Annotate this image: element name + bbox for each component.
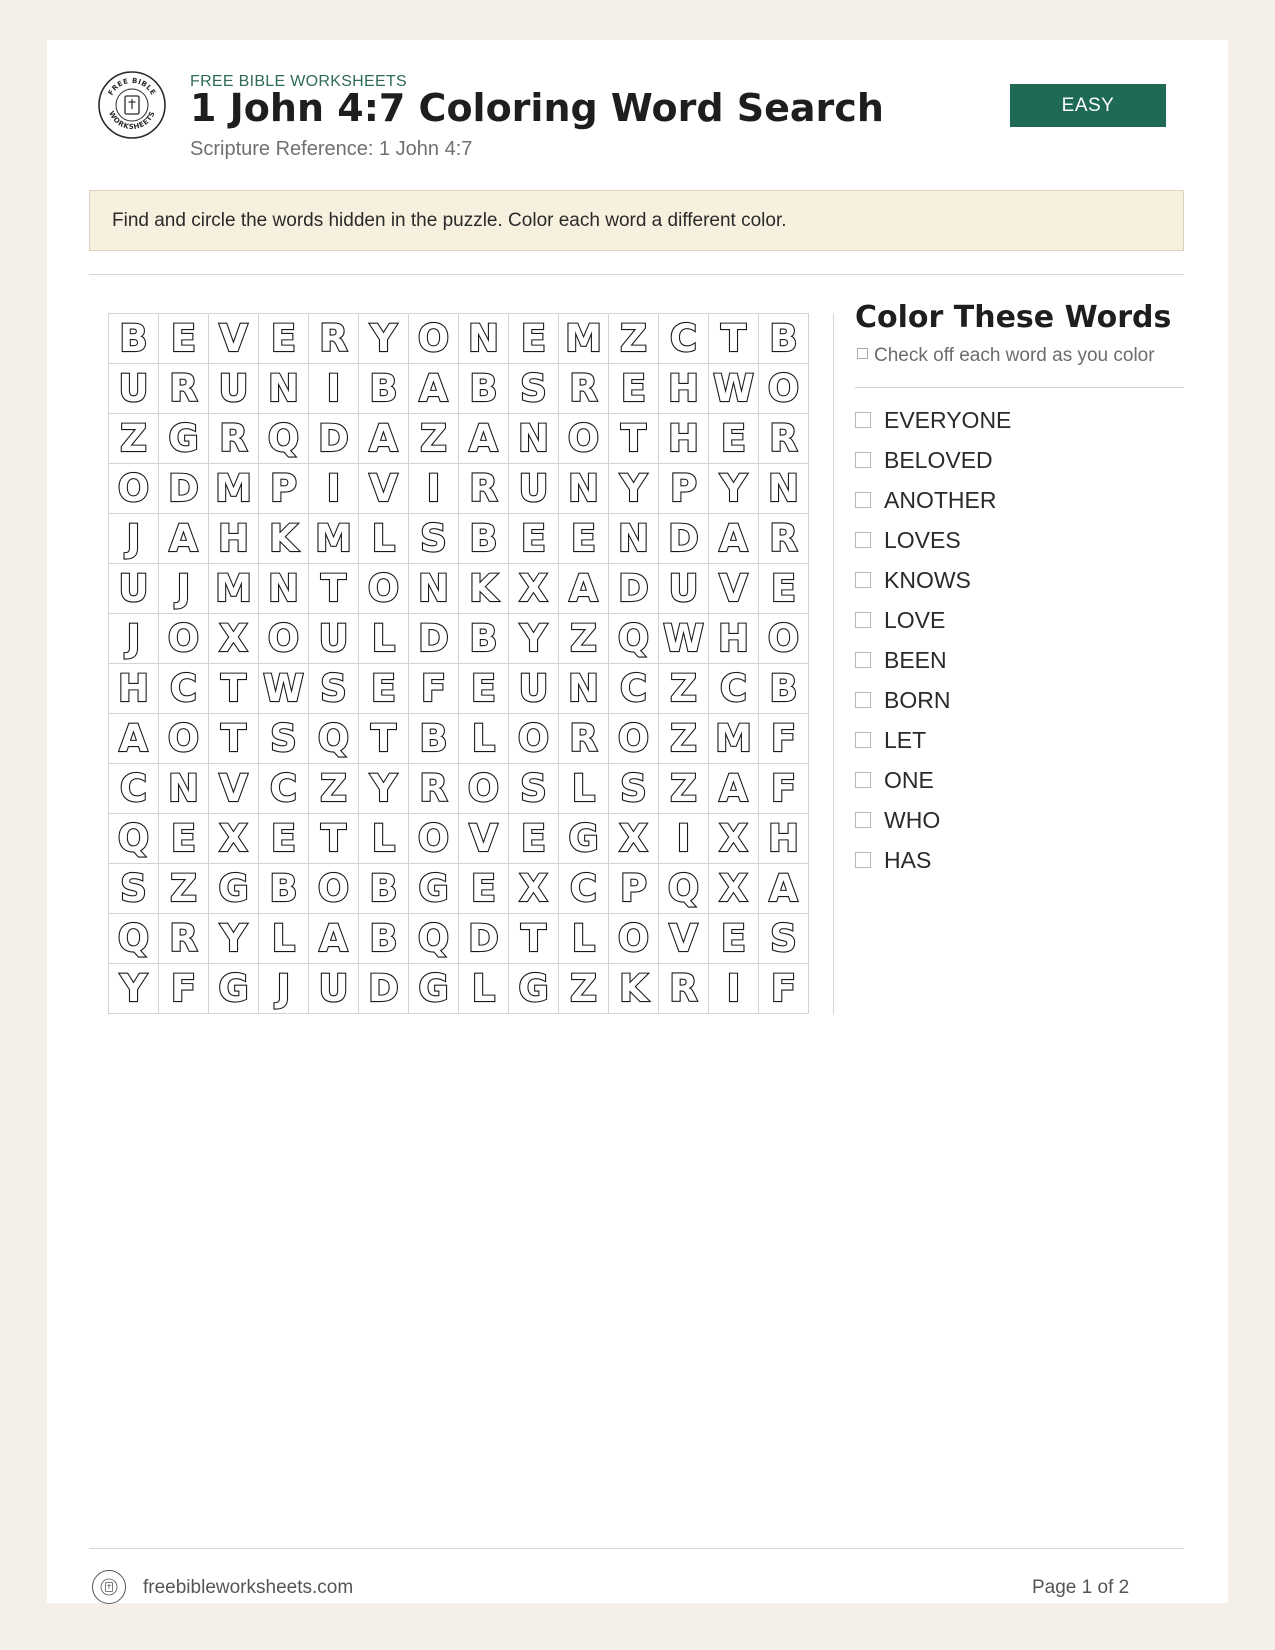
brand-label: FREE BIBLE WORKSHEETS — [190, 73, 408, 90]
grid-cell[interactable]: A — [359, 414, 409, 464]
grid-cell[interactable]: G — [209, 964, 259, 1014]
grid-cell[interactable]: A — [459, 414, 509, 464]
grid-cell[interactable]: L — [559, 764, 609, 814]
word-checkbox[interactable] — [855, 492, 871, 508]
word-list-item — [855, 400, 1011, 440]
grid-cell[interactable]: U — [659, 564, 709, 614]
grid-cell[interactable]: M — [559, 314, 609, 364]
grid-cell[interactable]: E — [359, 664, 409, 714]
word-checkbox[interactable] — [855, 572, 871, 588]
word-checkbox[interactable] — [855, 612, 871, 628]
footer-logo-icon — [91, 1569, 127, 1605]
word-list-item — [855, 440, 1011, 480]
grid-row — [109, 764, 809, 814]
word-label: ONE — [884, 766, 934, 793]
grid-cell[interactable]: P — [259, 464, 309, 514]
grid-cell[interactable]: Z — [559, 964, 609, 1014]
grid-cell[interactable]: C — [709, 664, 759, 714]
word-checkbox[interactable] — [855, 692, 871, 708]
grid-cell[interactable]: B — [459, 514, 509, 564]
grid-cell[interactable]: C — [609, 664, 659, 714]
grid-cell[interactable]: G — [409, 964, 459, 1014]
word-checkbox[interactable] — [855, 852, 871, 868]
grid-cell[interactable]: R — [759, 414, 809, 464]
grid-cell[interactable]: A — [109, 714, 159, 764]
word-checkbox[interactable] — [855, 452, 871, 468]
page-number: Page 1 of 2 — [1032, 1577, 1130, 1598]
grid-cell[interactable]: R — [309, 314, 359, 364]
grid-cell[interactable]: U — [509, 664, 559, 714]
grid-cell[interactable]: K — [259, 514, 309, 564]
word-label: ANOTHER — [884, 486, 997, 513]
grid-cell[interactable]: U — [109, 564, 159, 614]
grid-cell[interactable]: O — [409, 814, 459, 864]
grid-cell[interactable]: O — [159, 614, 209, 664]
grid-cell[interactable]: I — [309, 464, 359, 514]
grid-row — [109, 664, 809, 714]
grid-cell[interactable]: Q — [259, 414, 309, 464]
grid-cell[interactable]: O — [109, 464, 159, 514]
grid-cell[interactable]: D — [359, 964, 409, 1014]
grid-cell[interactable]: A — [159, 514, 209, 564]
grid-cell[interactable]: P — [659, 464, 709, 514]
grid-cell[interactable]: J — [109, 514, 159, 564]
grid-row — [109, 714, 809, 764]
grid-cell[interactable]: T — [359, 714, 409, 764]
grid-cell[interactable]: T — [209, 714, 259, 764]
grid-cell[interactable]: O — [459, 764, 509, 814]
grid-cell[interactable]: E — [709, 914, 759, 964]
grid-cell[interactable]: V — [209, 314, 259, 364]
word-label: BORN — [884, 686, 951, 713]
grid-cell[interactable]: Y — [509, 614, 559, 664]
grid-cell[interactable]: V — [359, 464, 409, 514]
word-list-item — [855, 760, 1011, 800]
grid-cell[interactable]: H — [659, 414, 709, 464]
grid-cell[interactable]: E — [759, 564, 809, 614]
grid-cell[interactable]: T — [709, 314, 759, 364]
grid-cell[interactable]: S — [259, 714, 309, 764]
grid-cell[interactable]: L — [359, 614, 409, 664]
grid-cell[interactable]: F — [759, 714, 809, 764]
grid-cell[interactable]: L — [359, 514, 409, 564]
grid-cell[interactable]: H — [109, 664, 159, 714]
word-label: WHO — [884, 806, 941, 833]
word-checkbox[interactable] — [855, 652, 871, 668]
grid-cell[interactable]: H — [209, 514, 259, 564]
grid-cell[interactable]: X — [709, 864, 759, 914]
grid-cell[interactable]: I — [659, 814, 709, 864]
grid-cell[interactable]: E — [259, 814, 309, 864]
grid-cell[interactable]: G — [409, 864, 459, 914]
grid-cell[interactable]: S — [509, 364, 559, 414]
grid-cell[interactable]: Q — [109, 814, 159, 864]
grid-cell[interactable]: Q — [659, 864, 709, 914]
grid-row — [109, 464, 809, 514]
grid-cell[interactable]: U — [109, 364, 159, 414]
grid-cell[interactable]: N — [459, 314, 509, 364]
scripture-reference: Scripture Reference: 1 John 4:7 — [190, 138, 473, 160]
grid-cell[interactable]: I — [409, 464, 459, 514]
grid-cell[interactable]: O — [759, 364, 809, 414]
grid-cell[interactable]: Z — [659, 714, 709, 764]
grid-cell[interactable]: D — [159, 464, 209, 514]
word-list — [855, 400, 1011, 880]
grid-cell[interactable]: B — [359, 364, 409, 414]
grid-cell[interactable]: E — [609, 364, 659, 414]
grid-cell[interactable]: T — [509, 914, 559, 964]
grid-cell[interactable]: V — [209, 764, 259, 814]
grid-cell[interactable]: N — [259, 364, 309, 414]
grid-cell[interactable]: B — [259, 864, 309, 914]
grid-cell[interactable]: X — [509, 564, 559, 614]
grid-cell[interactable]: U — [309, 964, 359, 1014]
word-list-item — [855, 800, 1011, 840]
grid-cell[interactable]: H — [759, 814, 809, 864]
divider — [89, 274, 1184, 275]
grid-cell[interactable]: U — [509, 464, 559, 514]
grid-cell[interactable]: M — [209, 564, 259, 614]
grid-cell[interactable]: H — [659, 364, 709, 414]
grid-cell[interactable]: N — [759, 464, 809, 514]
grid-cell[interactable]: B — [359, 914, 409, 964]
grid-cell[interactable]: R — [459, 464, 509, 514]
word-label: LOVES — [884, 526, 961, 553]
grid-cell[interactable]: R — [559, 364, 609, 414]
grid-row — [109, 964, 809, 1014]
grid-cell[interactable]: S — [759, 914, 809, 964]
grid-cell[interactable]: O — [609, 714, 659, 764]
grid-cell[interactable]: E — [459, 664, 509, 714]
grid-cell[interactable]: N — [559, 464, 609, 514]
grid-row — [109, 864, 809, 914]
word-list-item — [855, 560, 1011, 600]
grid-cell[interactable]: T — [609, 414, 659, 464]
grid-cell[interactable]: J — [259, 964, 309, 1014]
word-checkbox[interactable] — [855, 812, 871, 828]
grid-cell[interactable]: Z — [409, 414, 459, 464]
word-label: BELOVED — [884, 446, 993, 473]
word-checkbox[interactable] — [855, 732, 871, 748]
word-list-item — [855, 600, 1011, 640]
grid-cell[interactable]: U — [309, 614, 359, 664]
word-list-item — [855, 680, 1011, 720]
grid-cell[interactable]: D — [659, 514, 709, 564]
grid-cell[interactable]: R — [559, 714, 609, 764]
word-label: HAS — [884, 846, 932, 873]
grid-cell[interactable]: A — [409, 364, 459, 414]
grid-cell[interactable]: X — [609, 814, 659, 864]
grid-cell[interactable]: F — [759, 964, 809, 1014]
grid-cell[interactable]: A — [759, 864, 809, 914]
grid-cell[interactable]: A — [309, 914, 359, 964]
grid-cell[interactable]: A — [709, 514, 759, 564]
grid-cell[interactable]: G — [509, 964, 559, 1014]
grid-cell[interactable]: O — [559, 414, 609, 464]
word-list-item — [855, 480, 1011, 520]
grid-cell[interactable]: K — [459, 564, 509, 614]
grid-cell[interactable]: A — [559, 564, 609, 614]
word-label: KNOWS — [884, 566, 971, 593]
grid-cell[interactable]: R — [409, 764, 459, 814]
word-list-hint-text: Check off each word as you color — [874, 345, 1155, 366]
footer-divider — [89, 1548, 1184, 1549]
grid-cell[interactable]: G — [159, 414, 209, 464]
grid-cell[interactable]: X — [209, 814, 259, 864]
footer-site-link[interactable]: freebibleworksheets.com — [143, 1577, 354, 1598]
grid-row — [109, 614, 809, 664]
grid-cell[interactable]: R — [659, 964, 709, 1014]
grid-cell[interactable]: F — [159, 964, 209, 1014]
grid-cell[interactable]: S — [109, 864, 159, 914]
grid-cell[interactable]: V — [459, 814, 509, 864]
grid-cell[interactable]: R — [159, 914, 209, 964]
grid-cell[interactable]: L — [559, 914, 609, 964]
grid-cell[interactable]: N — [159, 764, 209, 814]
grid-cell[interactable]: E — [559, 514, 609, 564]
grid-cell[interactable]: R — [159, 364, 209, 414]
word-list-item — [855, 520, 1011, 560]
column-divider — [833, 313, 834, 1015]
grid-cell[interactable]: Z — [659, 664, 709, 714]
grid-cell[interactable]: X — [209, 614, 259, 664]
grid-cell[interactable]: L — [459, 964, 509, 1014]
grid-cell[interactable]: L — [259, 914, 309, 964]
grid-cell[interactable]: N — [609, 514, 659, 564]
grid-cell[interactable]: U — [209, 364, 259, 414]
grid-cell[interactable]: L — [459, 714, 509, 764]
grid-cell[interactable]: Q — [109, 914, 159, 964]
grid-cell[interactable]: O — [359, 564, 409, 614]
grid-cell[interactable]: T — [309, 814, 359, 864]
grid-cell[interactable]: O — [309, 864, 359, 914]
worksheet-page — [47, 40, 1228, 1603]
grid-cell[interactable]: B — [109, 314, 159, 364]
grid-cell[interactable]: N — [259, 564, 309, 614]
grid-row — [109, 364, 809, 414]
page-title: 1 John 4:7 Coloring Word Search — [190, 86, 884, 130]
grid-cell[interactable]: B — [409, 714, 459, 764]
grid-cell[interactable]: M — [709, 714, 759, 764]
grid-cell[interactable]: Z — [309, 764, 359, 814]
grid-cell[interactable]: Z — [659, 764, 709, 814]
grid-cell[interactable]: E — [259, 314, 309, 364]
word-label: BEEN — [884, 646, 947, 673]
grid-cell[interactable]: Y — [359, 314, 409, 364]
grid-cell[interactable]: B — [459, 364, 509, 414]
grid-cell[interactable]: B — [759, 314, 809, 364]
grid-cell[interactable]: O — [759, 614, 809, 664]
grid-row — [109, 514, 809, 564]
word-list-hint — [857, 345, 1155, 367]
grid-cell[interactable]: G — [209, 864, 259, 914]
grid-cell[interactable]: Y — [109, 964, 159, 1014]
grid-cell[interactable]: Q — [309, 714, 359, 764]
grid-cell[interactable]: D — [459, 914, 509, 964]
grid-cell[interactable]: Z — [109, 414, 159, 464]
grid-cell[interactable]: M — [309, 514, 359, 564]
grid-cell[interactable]: B — [759, 664, 809, 714]
word-list-item — [855, 840, 1011, 880]
grid-cell[interactable]: R — [759, 514, 809, 564]
word-label: LET — [884, 726, 927, 753]
grid-cell[interactable]: K — [609, 964, 659, 1014]
grid-cell[interactable]: O — [509, 714, 559, 764]
grid-cell[interactable]: G — [559, 814, 609, 864]
word-search-grid — [108, 313, 809, 1014]
grid-row — [109, 414, 809, 464]
difficulty-badge: EASY — [1010, 84, 1166, 127]
grid-cell[interactable]: R — [209, 414, 259, 464]
grid-cell[interactable]: Y — [209, 914, 259, 964]
grid-cell[interactable]: W — [659, 614, 709, 664]
grid-cell[interactable]: X — [509, 864, 559, 914]
grid-cell[interactable]: L — [359, 814, 409, 864]
grid-cell[interactable]: C — [259, 764, 309, 814]
grid-cell[interactable]: W — [709, 364, 759, 414]
grid-cell[interactable]: T — [209, 664, 259, 714]
grid-cell[interactable]: D — [409, 614, 459, 664]
grid-cell[interactable]: Y — [359, 764, 409, 814]
grid-cell[interactable]: E — [509, 314, 559, 364]
grid-row — [109, 914, 809, 964]
grid-cell[interactable]: O — [409, 314, 459, 364]
word-list-item — [855, 640, 1011, 680]
grid-cell[interactable]: V — [709, 564, 759, 614]
grid-cell[interactable]: C — [159, 664, 209, 714]
grid-cell[interactable]: S — [609, 764, 659, 814]
svg-text:FREE BIBLE: FREE BIBLE — [106, 76, 158, 97]
word-list-divider — [855, 387, 1184, 388]
grid-cell[interactable]: P — [609, 864, 659, 914]
grid-cell[interactable]: F — [759, 764, 809, 814]
checkbox-hint-icon — [857, 348, 868, 359]
grid-cell[interactable]: Z — [559, 614, 609, 664]
grid-cell[interactable]: E — [459, 864, 509, 914]
grid-cell[interactable]: I — [709, 964, 759, 1014]
grid-cell[interactable]: N — [509, 414, 559, 464]
grid-cell[interactable]: J — [109, 614, 159, 664]
grid-cell[interactable]: C — [559, 864, 609, 914]
grid-cell[interactable]: V — [659, 914, 709, 964]
grid-cell[interactable]: Y — [609, 464, 659, 514]
instructions-text: Find and circle the words hidden in the puzzle. Color each word a different color. — [112, 210, 787, 231]
grid-cell[interactable]: O — [609, 914, 659, 964]
grid-cell[interactable]: X — [709, 814, 759, 864]
grid-cell[interactable]: B — [359, 864, 409, 914]
grid-cell[interactable]: N — [559, 664, 609, 714]
grid-cell[interactable]: H — [709, 614, 759, 664]
grid-cell[interactable]: B — [459, 614, 509, 664]
svg-text:WORKSHEETS: WORKSHEETS — [107, 109, 157, 132]
grid-cell[interactable]: E — [159, 314, 209, 364]
grid-cell[interactable]: O — [259, 614, 309, 664]
grid-row — [109, 314, 809, 364]
grid-cell[interactable]: J — [159, 564, 209, 614]
word-checkbox[interactable] — [855, 532, 871, 548]
grid-cell[interactable]: E — [509, 814, 559, 864]
grid-cell[interactable]: A — [709, 764, 759, 814]
grid-cell[interactable]: S — [409, 514, 459, 564]
word-label: LOVE — [884, 606, 946, 633]
grid-cell[interactable]: E — [709, 414, 759, 464]
grid-cell[interactable]: E — [159, 814, 209, 864]
instructions-box — [89, 190, 1184, 251]
word-checkbox[interactable] — [855, 772, 871, 788]
word-list-item — [855, 720, 1011, 760]
grid-cell[interactable]: T — [309, 564, 359, 614]
grid-cell[interactable]: F — [409, 664, 459, 714]
grid-cell[interactable]: W — [259, 664, 309, 714]
grid-cell[interactable]: O — [159, 714, 209, 764]
grid-row — [109, 814, 809, 864]
grid-cell[interactable]: N — [409, 564, 459, 614]
grid-cell[interactable]: C — [659, 314, 709, 364]
grid-cell[interactable]: Q — [609, 614, 659, 664]
logo-seal-icon — [97, 70, 167, 140]
grid-cell[interactable]: M — [209, 464, 259, 514]
grid-cell[interactable]: C — [109, 764, 159, 814]
grid-cell[interactable]: S — [309, 664, 359, 714]
grid-cell[interactable]: D — [309, 414, 359, 464]
word-list-title: Color These Words — [855, 300, 1172, 335]
grid-cell[interactable]: S — [509, 764, 559, 814]
grid-cell[interactable]: Z — [159, 864, 209, 914]
grid-cell[interactable]: Q — [409, 914, 459, 964]
grid-row — [109, 564, 809, 614]
word-label: EVERYONE — [884, 406, 1012, 433]
grid-cell[interactable]: I — [309, 364, 359, 414]
grid-cell[interactable]: E — [509, 514, 559, 564]
grid-cell[interactable]: D — [609, 564, 659, 614]
grid-cell[interactable]: Z — [609, 314, 659, 364]
grid-cell[interactable]: Y — [709, 464, 759, 514]
word-checkbox[interactable] — [855, 412, 871, 428]
